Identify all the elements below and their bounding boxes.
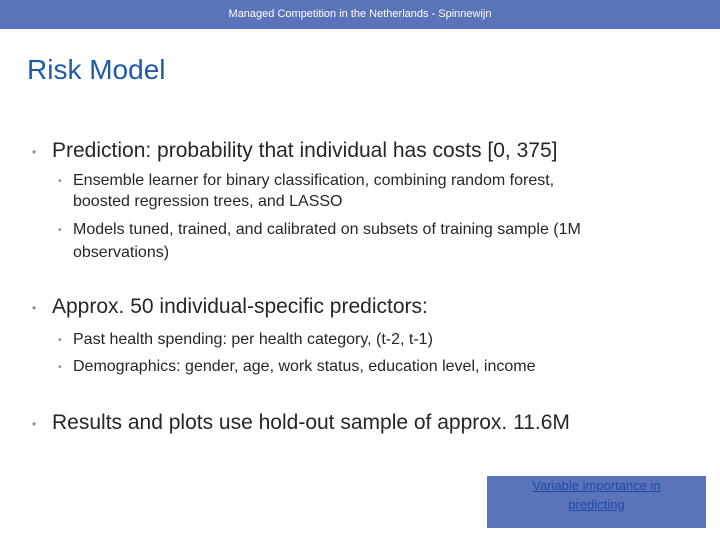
bullet-dot: •	[58, 362, 62, 373]
bullet-text: Results and plots use hold-out sample of approx. 11.6M	[52, 411, 570, 434]
link-box	[487, 476, 706, 528]
sub-bullet-text: Past health spending: per health category, (t-2, t-1)	[73, 331, 433, 348]
header-text: Managed Competition in the Netherlands - Spinnewijn	[228, 8, 492, 20]
sub-bullet-text: Models tuned, trained, and calibrated on subsets of training sample (1M	[73, 221, 581, 238]
bullet-dot: •	[58, 176, 62, 187]
bullet-dot: •	[32, 301, 37, 315]
sub-bullet-continuation: boosted regression trees, and LASSO	[73, 193, 343, 210]
bullet-dot: •	[32, 417, 37, 431]
bullet-dot: •	[58, 335, 62, 346]
sub-bullet-text: Demographics: gender, age, work status, education level, income	[73, 358, 536, 375]
link-line: predicting	[568, 497, 625, 512]
sub-bullet-text: Ensemble learner for binary classification, combining random forest,	[73, 172, 555, 189]
link-line: Variable importance in	[532, 478, 661, 493]
bullet-dot: •	[32, 145, 37, 159]
variable-importance-link[interactable]	[487, 476, 706, 514]
bullet-text: Prediction: probability that individual has costs [0, 375]	[52, 139, 558, 162]
bullet-dot: •	[58, 225, 62, 236]
slide-title: Risk Model	[27, 54, 166, 85]
bullet-text: Approx. 50 individual-specific predictors:	[52, 295, 428, 318]
sub-bullet-continuation: observations)	[73, 244, 170, 261]
